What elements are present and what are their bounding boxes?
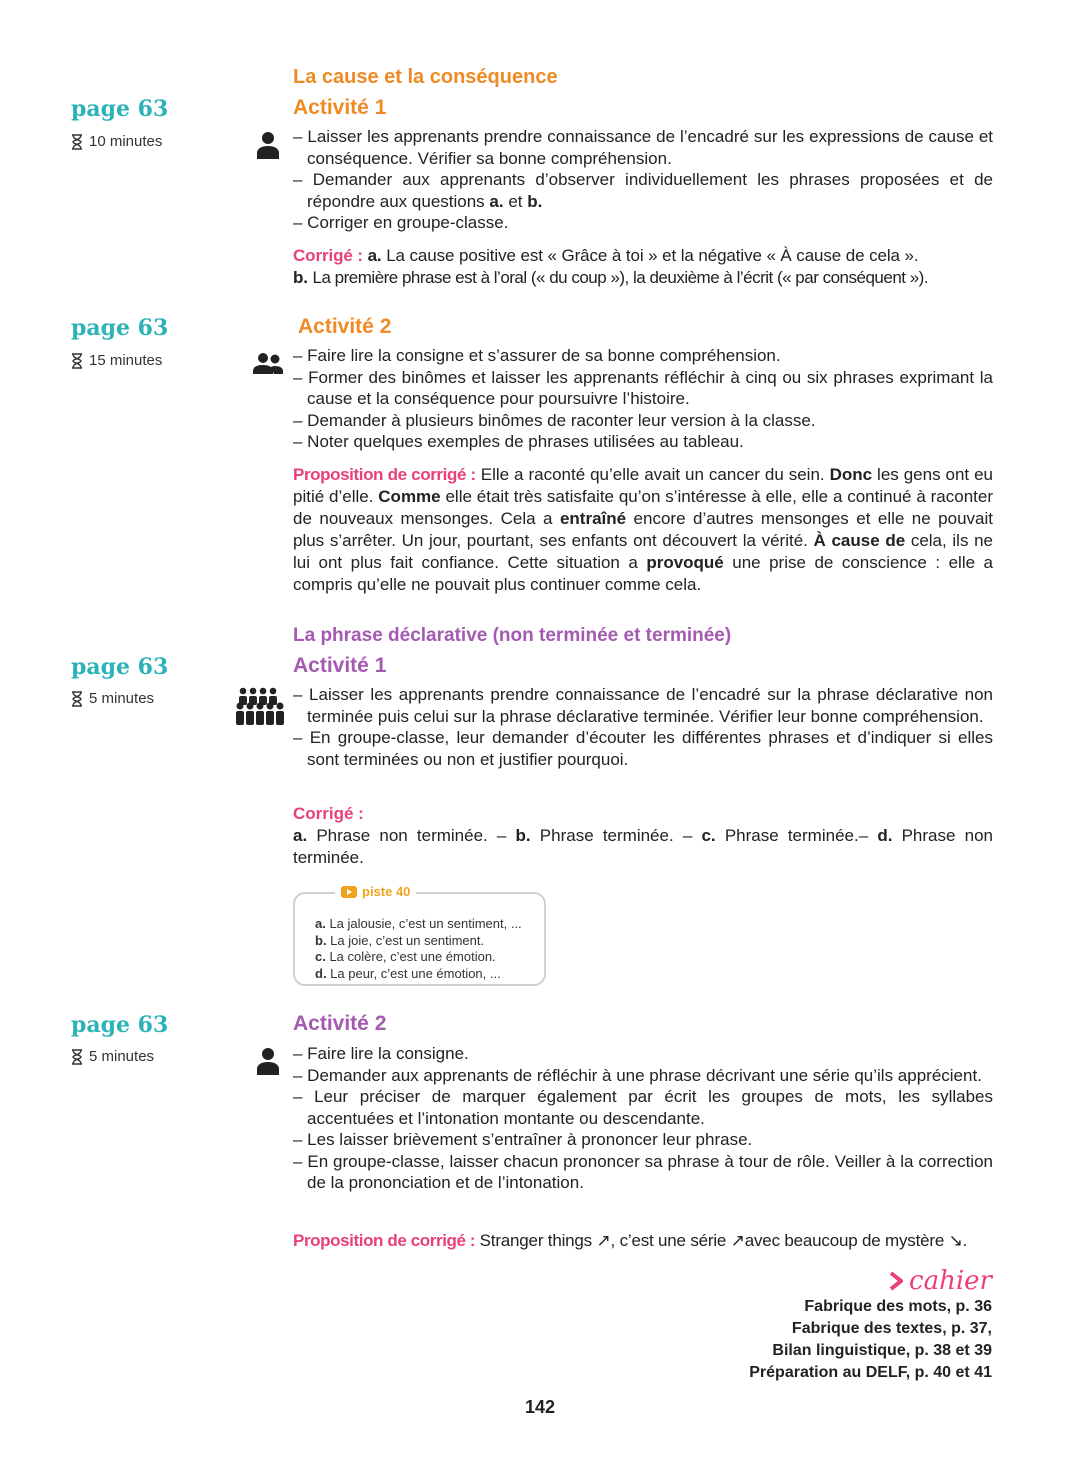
duration: [71, 690, 154, 707]
instruction-list: [293, 126, 993, 234]
proposition-label: Proposition de corrigé :: [293, 1231, 476, 1250]
page-number: 142: [524, 1397, 556, 1417]
keyword: À cause de: [813, 531, 906, 550]
cahier-ref: Préparation au DELF, p. 40 et 41: [749, 1364, 992, 1381]
pair-icon: [252, 352, 284, 378]
activity-title: Activité 2: [298, 315, 392, 338]
cahier-ref: Fabrique des mots, p. 36: [804, 1298, 992, 1315]
instruction-list: [293, 1043, 993, 1194]
cahier-heading: [889, 1266, 992, 1296]
text-run: encore d’autres mensonges et elle ne pouvait plus s’arrêter. Un jour, pourtant, ses enfants ont découvert la vérité.: [293, 509, 993, 550]
answer-text: La première phrase est à l’oral (« du coup »), la deuxième à l’écrit (« par conséquent »).: [312, 268, 929, 287]
page-ref: page 63: [71, 315, 169, 341]
cahier-ref: Fabrique des textes, p. 37,: [791, 1320, 992, 1337]
chevron-right-icon: [889, 1271, 903, 1291]
page-ref: page 63: [71, 1012, 169, 1038]
list-item: – Leur préciser de marquer également par écrit les groupes de mots, les syllabes accentuées et l’intonation montante ou descendante.: [293, 1087, 993, 1128]
play-icon[interactable]: [341, 886, 357, 898]
list-item: – Laisser les apprenants prendre connaissance de l’encadré sur les expressions de cause et conséquence. Vérifier sa bonne compréhension.: [293, 127, 993, 168]
duration: [71, 133, 162, 150]
answer-letter: a.: [367, 246, 382, 265]
section-title-cause: La cause et la conséquence: [293, 66, 558, 88]
hourglass-icon: [71, 1049, 83, 1065]
track-text: La colère, c’est une émotion.: [325, 949, 496, 964]
track-line: [315, 933, 522, 950]
track-lines: [315, 916, 522, 982]
cahier-ref: Bilan linguistique, p. 38 et 39: [772, 1342, 992, 1359]
answer-letter: b.: [515, 826, 531, 845]
keyword: entraîné: [559, 509, 627, 528]
list-item: – En groupe-classe, leur demander d’écouter les différentes phrases et d’indiquer si elles sont terminées ou non et justifier pourquoi.: [293, 728, 993, 769]
proposition-block: [293, 464, 993, 596]
track-header[interactable]: [335, 884, 416, 899]
track-text: La jalousie, c’est un sentiment, ...: [325, 916, 522, 931]
track-letter: c.: [315, 949, 326, 964]
track-letter: a.: [315, 916, 326, 931]
duration-text: 15 minutes: [89, 352, 163, 369]
single-person-icon: [256, 1047, 280, 1075]
duration-text: 5 minutes: [89, 1048, 155, 1065]
page-ref: page 63: [71, 654, 169, 680]
section-title-phrase: La phrase déclarative (non terminée et terminée): [293, 625, 732, 646]
list-item: – Noter quelques exemples de phrases utilisées au tableau.: [293, 432, 744, 451]
list-item: – En groupe-classe, laisser chacun prononcer sa phrase à tour de rôle. Veiller à la correction de la prononciation et de l’intonation.: [293, 1151, 993, 1192]
list-item: – Laisser les apprenants prendre connaissance de l’encadré sur la phrase déclarative non terminée puis celui sur la phrase déclarative terminée. Vérifier leur bonne compréhension.: [293, 685, 993, 726]
list-item: – Demander à plusieurs binômes de raconter leur version à la classe.: [293, 410, 816, 430]
duration-text: 10 minutes: [89, 133, 163, 150]
answer-letter: b.: [293, 268, 308, 287]
keyword: Donc: [829, 465, 873, 484]
track-text: La peur, c’est une émotion, ...: [326, 965, 501, 981]
proposition-block: [293, 1230, 993, 1252]
list-item: – Les laisser brièvement s’entraîner à prononcer leur phrase.: [293, 1130, 753, 1149]
instruction-list: [293, 345, 993, 453]
activity-title: Activité 1: [293, 654, 387, 677]
track-letter: b.: [315, 932, 327, 948]
duration: [71, 352, 162, 369]
page-ref: page 63: [71, 96, 169, 122]
text-run: les gens ont eu pitié d’elle.: [293, 465, 994, 506]
track-line: [315, 966, 522, 983]
answer-text: Phrase terminée.–: [715, 826, 878, 845]
hourglass-icon: [71, 134, 83, 150]
hourglass-icon: [71, 691, 83, 707]
corrige-block: [293, 245, 993, 289]
text-run: une prise de conscience : elle a compris qu’elle ne pouvait plus continuer comme cela.: [293, 553, 993, 594]
answer-text: Phrase non terminée.: [293, 826, 993, 867]
answer-letter: c.: [701, 826, 716, 845]
text-run: elle était très satisfaite qu’on s’intéresse à elle, elle a continué à raconter de nouveaux mensonges. Cela a: [293, 487, 993, 528]
answer-text: La cause positive est « Grâce à toi » et la négative « À cause de cela ».: [386, 246, 919, 265]
text-run: cela, ils ne lui ont plus fait confiance. Cette situation a: [293, 531, 994, 572]
list-item: – Demander aux apprenants d’observer individuellement les phrases proposées et de répondre aux questions a. et b.: [293, 170, 993, 211]
list-item: – Demander aux apprenants de réfléchir à une phrase décrivant une série qu’ils apprécient.: [293, 1065, 982, 1085]
list-item: – Corriger en groupe-classe.: [293, 213, 509, 232]
instruction-list: [293, 684, 993, 770]
activity-title: Activité 1: [293, 96, 387, 119]
hourglass-icon: [71, 353, 83, 369]
text-run: Elle a raconté qu’elle avait un cancer du sein.: [480, 465, 830, 484]
corrige-label: Corrigé :: [293, 804, 364, 823]
answer-letter: a.: [293, 826, 308, 845]
track-line: [315, 949, 522, 966]
duration: [71, 1048, 154, 1065]
cahier-references: [749, 1296, 992, 1384]
track-label: piste 40: [362, 884, 411, 899]
proposition-text: Stranger things ↗, c’est une série ↗avec beaucoup de mystère ↘.: [479, 1231, 968, 1250]
track-line: [315, 916, 522, 933]
activity-title: Activité 2: [293, 1012, 387, 1035]
duration-text: 5 minutes: [89, 690, 155, 707]
keyword: Comme: [378, 487, 441, 506]
corrige-block: [293, 825, 993, 869]
keyword: provoqué: [646, 553, 724, 572]
corrige-label: Corrigé :: [293, 246, 363, 265]
proposition-label: Proposition de corrigé :: [293, 465, 476, 484]
answer-letter: d.: [877, 826, 893, 845]
answer-text: Phrase terminée. –: [530, 826, 702, 845]
list-item: – Former des binômes et laisser les apprenants réfléchir à cinq ou six phrases exprimant la cause et la conséquence pour poursuivre l’histoire.: [293, 367, 993, 408]
list-item: – Faire lire la consigne.: [293, 1044, 469, 1063]
answer-text: Phrase non terminée. –: [307, 826, 516, 845]
list-item: – Faire lire la consigne et s’assurer de sa bonne compréhension.: [293, 346, 781, 365]
track-letter: d.: [315, 965, 327, 981]
track-text: La joie, c’est un sentiment.: [326, 932, 485, 948]
audio-track-box: [293, 884, 546, 986]
group-icon: [236, 687, 284, 727]
cahier-label: cahier: [909, 1266, 992, 1296]
single-person-icon: [256, 131, 280, 159]
